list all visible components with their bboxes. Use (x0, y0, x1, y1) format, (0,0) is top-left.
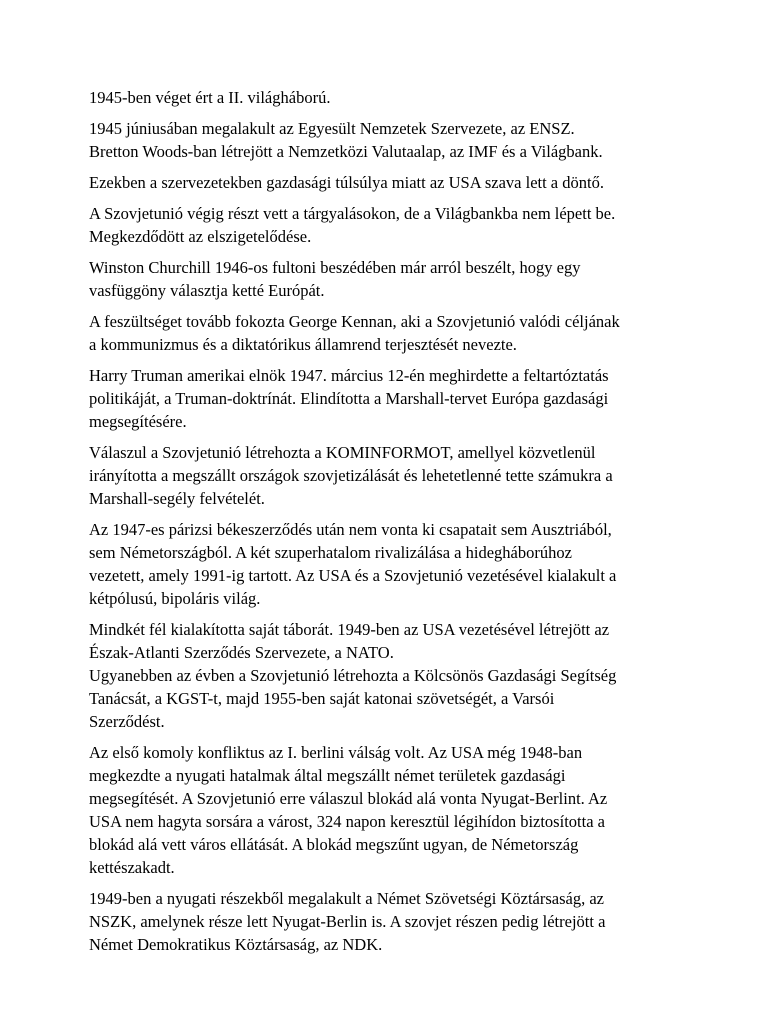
paragraph (89, 256, 689, 302)
text-line: politikáját, a Truman-doktrínát. Elindította a Marshall-tervet Európa gazdasági (89, 389, 609, 408)
paragraph (89, 202, 689, 248)
text-line: Marshall-segély felvételét. (89, 489, 265, 508)
text-line: Mindkét fél kialakította saját táborát. 1949-ben az USA vezetésével létrejött az (89, 620, 610, 639)
paragraph (89, 618, 689, 733)
text-line: kettészakadt. (89, 858, 175, 877)
text-line: 1945 júniusában megalakult az Egyesült Nemzetek Szervezete, az ENSZ. (89, 119, 575, 138)
text-line: Ezekben a szervezetekben gazdasági túlsúlya miatt az USA szava lett a döntő. (89, 173, 604, 192)
text-line: blokád alá vett város ellátását. A blokád megszűnt ugyan, de Németország (89, 835, 579, 854)
text-line: A Szovjetunió végig részt vett a tárgyalásokon, de a Világbankba nem lépett be. (89, 204, 616, 223)
paragraph (89, 441, 689, 510)
text-line: Ugyanebben az évben a Szovjetunió létrehozta a Kölcsönös Gazdasági Segítség (89, 666, 617, 685)
document-body (89, 86, 689, 956)
text-line: 1949-ben a nyugati részekből megalakult a Német Szövetségi Köztársaság, az (89, 889, 604, 908)
text-line: megkezdte a nyugati hatalmak által megszállt német területek gazdasági (89, 766, 566, 785)
text-line: Válaszul a Szovjetunió létrehozta a KOMINFORMOT, amellyel közvetlenül (89, 443, 596, 462)
text-line: A feszültséget tovább fokozta George Kennan, aki a Szovjetunió valódi céljának (89, 312, 620, 331)
paragraph (89, 86, 689, 109)
text-line: NSZK, amelynek része lett Nyugat-Berlin is. A szovjet részen pedig létrejött a (89, 912, 606, 931)
text-line: Szerződést. (89, 712, 165, 731)
text-line: megsegítésére. (89, 412, 187, 431)
text-line: Az 1947-es párizsi békeszerződés után nem vonta ki csapatait sem Ausztriából, (89, 520, 612, 539)
document-page (89, 86, 689, 964)
text-line: vezetett, amely 1991-ig tartott. Az USA és a Szovjetunió vezetésével kialakult a (89, 566, 617, 585)
text-line: 1945-ben véget ért a II. világháború. (89, 88, 331, 107)
text-line: Winston Churchill 1946-os fultoni beszédében már arról beszélt, hogy egy (89, 258, 581, 277)
text-line: kétpólusú, bipoláris világ. (89, 589, 261, 608)
text-line: Harry Truman amerikai elnök 1947. március 12-én meghirdette a feltartóztatás (89, 366, 609, 385)
text-line: Tanácsát, a KGST-t, majd 1955-ben saját katonai szövetségét, a Varsói (89, 689, 555, 708)
text-line: Az első komoly konfliktus az I. berlini válság volt. Az USA még 1948-ban (89, 743, 583, 762)
text-line: megsegítését. A Szovjetunió erre válaszul blokád alá vonta Nyugat-Berlint. Az (89, 789, 608, 808)
paragraph (89, 887, 689, 956)
text-line: vasfüggöny választja ketté Európát. (89, 281, 325, 300)
paragraph (89, 741, 689, 879)
paragraph (89, 364, 689, 433)
text-line: USA nem hagyta sorsára a várost, 324 napon keresztül légihídon biztosította a (89, 812, 605, 831)
paragraph (89, 310, 689, 356)
text-line: irányította a megszállt országok szovjetizálását és lehetetlenné tette számukra a (89, 466, 613, 485)
text-line: Bretton Woods-ban létrejött a Nemzetközi Valutaalap, az IMF és a Világbank. (89, 142, 603, 161)
text-line: sem Németországból. A két szuperhatalom rivalizálása a hidegháborúhoz (89, 543, 572, 562)
text-line: Megkezdődött az elszigetelődése. (89, 227, 312, 246)
text-line: Észak-Atlanti Szerződés Szervezete, a NATO. (89, 643, 394, 662)
paragraph (89, 117, 689, 163)
text-line: Német Demokratikus Köztársaság, az NDK. (89, 935, 383, 954)
paragraph (89, 171, 689, 194)
text-line: a kommunizmus és a diktatórikus államrend terjesztését nevezte. (89, 335, 517, 354)
paragraph (89, 518, 689, 610)
